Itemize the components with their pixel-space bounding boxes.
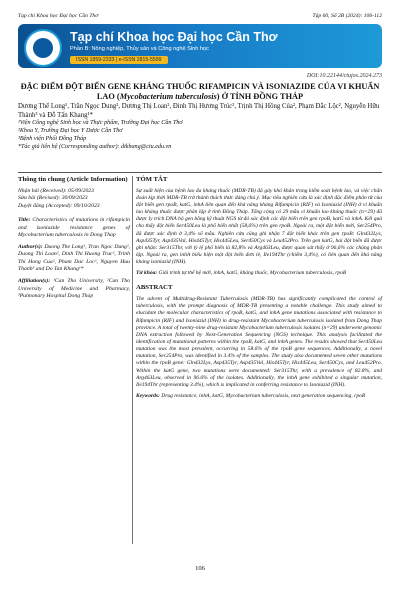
running-header xyxy=(18,13,382,19)
affiliation-2: ²Khoa Y, Trường Đại học Y Dược Cần Thơ xyxy=(18,127,123,134)
banner-issn: ISSN 1859-2333 | e-ISSN 2815-5599 xyxy=(70,56,168,64)
affiliation-1: ¹Viện Công nghệ Sinh học và Thực phẩm, Trường Đại học Cần Thơ xyxy=(18,120,183,126)
column-divider xyxy=(132,176,133,544)
affiliation-3: ³Bệnh viện Phổi Đồng Tháp xyxy=(18,135,87,142)
volume-issue: Tập 60, Số 2B (2024): 106-112 xyxy=(312,13,382,19)
doi[interactable]: DOI:10.22144/ctujos.2024.273 xyxy=(306,73,382,79)
banner-title: Tạp chí Khoa học Đại học Cần Thơ xyxy=(70,30,278,44)
english-title xyxy=(18,217,130,240)
authors-en-text: Duong The Long¹, Tran Ngoc Dung², Duong Thi Loan², Dinh Thi Huong Truc², Trinh Thi Hong Cua², Pham Dac Loc², Nguyen Huu Thanh³ and Do Tan Khang¹* xyxy=(18,243,131,273)
banner-subtitle: Phần B: Nông nghiệp, Thủy sản và Công nghệ Sinh học xyxy=(70,46,209,52)
title-en-text: Characteristics of mutations in rifampicin and isoniazide resistance genes of Mycobacterium tuberculosis in Dong Thap xyxy=(18,217,130,239)
title-part-2: ) Ở TỈNH ĐỒNG THÁP xyxy=(216,91,304,101)
title-part-1: ĐẶC ĐIỂM ĐỘT BIẾN GENE KHÁNG THUỐC RIFAMPICIN VÀ ISONIAZIDE CỦA VI KHUẨN LAO ( xyxy=(20,82,380,101)
keywords-en-text: Drug resistance, inhA, katG, Mycobacterium tuberculosis, next generation sequencing, rpoB xyxy=(161,392,366,399)
author-list: Dương Thể Long¹, Trần Ngọc Dung², Dương Thị Loan², Đinh Thị Hương Trúc², Trịnh Thị Hồng Của², Phạm Đắc Lộc², Nguyễn Hữu Thành³ và Đỗ Tấn Khang¹* xyxy=(18,103,380,119)
abstract-vi-heading: TÓM TẮT xyxy=(136,176,168,183)
title-species: Mycobacterium tuberculosis xyxy=(119,91,217,101)
keywords-vi-label: Từ khóa: xyxy=(136,270,158,277)
university-logo-icon xyxy=(24,29,62,67)
affiliations-en-text: ¹Can Tho University, ²Can Tho University of Medicine and Pharmacy, ³Pulmonary Hospital Dong Thap xyxy=(18,278,131,300)
header-divider xyxy=(18,172,382,173)
article-info-heading: Thông tin chung (Article Information) xyxy=(18,176,128,183)
journal-banner xyxy=(18,24,382,68)
keywords-en xyxy=(136,393,382,400)
abstract-column xyxy=(136,176,382,404)
affiliations xyxy=(18,120,382,152)
keywords-en-label: Keywords: xyxy=(136,392,160,399)
accepted-date: Duyệt đăng (Accepted): 09/10/2023 xyxy=(18,202,100,209)
title-label: Title: xyxy=(18,217,31,224)
affiliations-label: Affiliation(s): xyxy=(18,278,51,284)
abstract-vi-text: Sự xuất hiện của bệnh lao đa kháng thuốc (MDR-TB) đã gây khó khăn trong kiểm soát bệnh lao, và việc chẩn đoán kịp thời MDR-TB trở thành thách thức đáng chú ý. Mục tiêu nghiên cứu là xác định đặc điểm phân tử của đột biến gen rpoB, katG, inhA liên quan đến khả năng kháng Rifampicin (RIF) và Isoniazid (INH) ở vi khuẩn lao kháng thuốc được phân lập ở tỉnh Đồng Tháp. Tổng cộng có 29 mẫu vi khuẩn lao kháng thuốc (n=29) đã được ly trích DNA bộ gen bằng kỹ thuật NGS từ đó xác định các đột biến trên gen rpoB, katG và inhA. Kết quả cho thấy đột biến Ser450Leu là phổ biến nhất (58,6%) trên gen rpoB. Ngoài ra, một đột biến mới, Ser254Pro, đã được xác định ở 3,4% số mẫu. Nghiên cứu cũng ghi nhận 7 đột biến khác trên gen rpoB: Gln432Lys, Asp435Tyr, Asp435Val, His445Tyr, His445Leu, Ser450Cys và Leu452Pro. Trên gen katG, hai đột biến đã được ghi nhận: Ser315Thr, với tỷ lệ phổ biến là 82,8% và Arg463Leu, được quan sát thấy ở 96,6% các chủng phân lập. Ngoài ra, gen inhA biểu hiện một đột biến đơn lẻ, Ile194Thr (chiếm 3,4%), có liên quan đến khả năng kháng isoniazid (INH). xyxy=(136,187,382,266)
page-number: 106 xyxy=(195,565,205,572)
english-authors xyxy=(18,244,130,274)
received-date: Nhận bài (Received): 05/09/2023 xyxy=(18,187,94,194)
paper-title xyxy=(18,82,382,102)
revised-date: Sửa bài (Revised): 30/09/2023 xyxy=(18,195,88,202)
keywords-vi-text: Giải trình tự thế hệ mới, inhA, katG, kháng thuốc, Mycobacterium tuberculosis, rpoB xyxy=(158,270,347,277)
keywords-vi xyxy=(136,270,382,277)
abstract-en-text: The advent of Multidrug-Resistant Tuberculosis (MDR-TB) has significantly complicated the control of tuberculosis, with the prompt diagnosis of MDR-TB presenting a notable challenge. This study aimed to elucidate the molecular characteristics of rpoB, katG, and inhA gene mutations associated with resistance to Rifampicin (RIF) and Isoniazid (INH) in drug-resistant Mycobacterium tuberculosis isolated from Dong Thap province. A total of twenty-nine drug-resistant Mycobacterium tuberculosis isolates (n=29) underwent genomic DNA extraction followed by Next-Generation Sequencing (NGS) technique. This analysis facilitated the identification of mutational patterns within the rpoB, katG, and inhA genes. The results showed that Ser450Leu mutation was the most prevalent, occurring in 58.6% of the rpoB gene sequences. Additionally, a novel mutation, Ser254Pro, was identified in 3.4% of the samples. The study also documented seven other mutations within the rpoB gene: Gln432Lys, Asp435Tyr, Asp435Val, His445Tyr, His445Leu, Ser450Cys, and Leu452Pro. Within the katG gene, two mutations were documented: Ser315Thr, with a prevalence of 82.8%, and Arg463Leu, observed in 96.6% of the isolates. Additionally, the inhA gene exhibited a singular mutation, Ile194Thr (representing 3.4%), which is implicated in conferring resistance to Isoniazid (INH). xyxy=(136,296,382,388)
corresponding-author[interactable]: *Tác giả liên hệ (Corresponding author): dtkhang@ctu.edu.vn xyxy=(18,143,172,150)
authors-label: Author(s): xyxy=(18,243,43,250)
abstract-en-heading: ABSTRACT xyxy=(136,284,173,292)
journal-name: Tạp chí Khoa học Đại học Cần Thơ xyxy=(18,13,99,19)
english-affiliations xyxy=(18,278,130,301)
article-info-column xyxy=(18,176,130,305)
